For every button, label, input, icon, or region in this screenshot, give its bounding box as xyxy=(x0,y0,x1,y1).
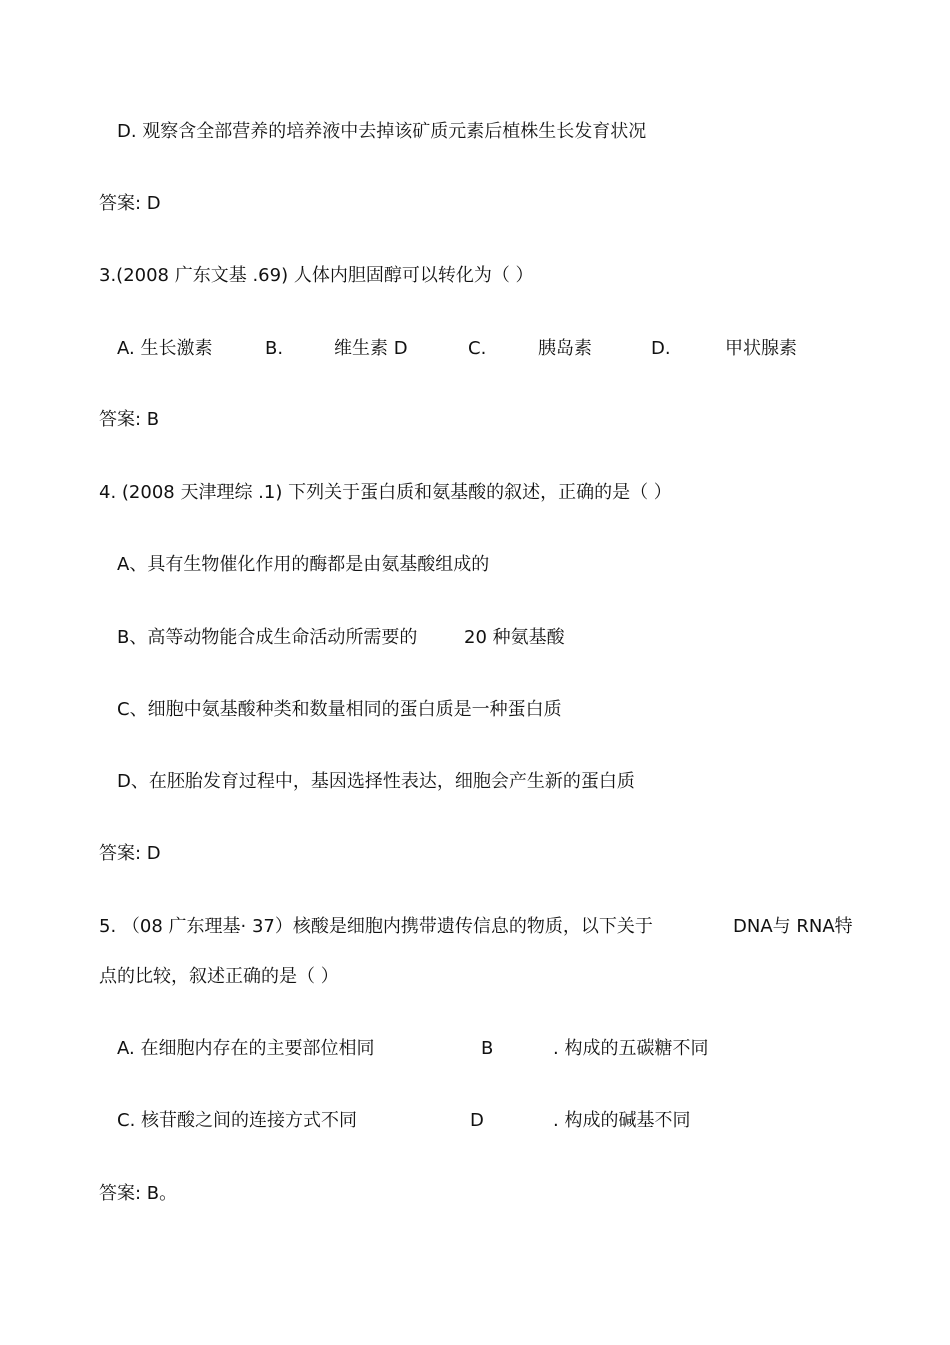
q2-answer: 答案: D xyxy=(99,193,161,214)
q4-option-a: A、具有生物催化作用的酶都是由氨基酸组成的 xyxy=(117,554,490,575)
q4-answer: 答案: D xyxy=(99,843,161,864)
q3-option-a: A. 生长激素 xyxy=(117,338,213,359)
q5-option-b-letter: B xyxy=(481,1038,494,1059)
q3-stem: 3.(2008 广东文基 .69) 人体内胆固醇可以转化为（ ） xyxy=(99,265,534,286)
q4-option-d: D、在胚胎发育过程中，基因选择性表达，细胞会产生新的蛋白质 xyxy=(117,771,635,792)
q5-answer: 答案: B。 xyxy=(99,1183,178,1204)
q5-option-a: A. 在细胞内存在的主要部位相同 xyxy=(117,1038,375,1059)
q3-answer: 答案: B xyxy=(99,409,160,430)
q5-stem-line1: 5. （08 广东理基· 37）核酸是细胞内携带遗传信息的物质，以下关于 xyxy=(99,916,653,937)
q5-option-b-text: . 构成的五碳糖不同 xyxy=(553,1038,709,1059)
q2-option-d: D. 观察含全部营养的培养液中去掉该矿质元素后植株生长发育状况 xyxy=(117,121,647,142)
q5-stem-line2: 点的比较，叙述正确的是（ ） xyxy=(99,966,339,987)
q3-option-d-text: 甲状腺素 xyxy=(725,338,797,359)
q3-option-b-letter: B. xyxy=(265,338,284,359)
q4-option-c: C、细胞中氨基酸种类和数量相同的蛋白质是一种蛋白质 xyxy=(117,699,562,720)
q5-stem-line1-tail: DNA与 RNA特 xyxy=(733,916,853,937)
q3-option-c-letter: C. xyxy=(468,338,487,359)
q5-option-d-letter: D xyxy=(470,1110,484,1131)
q5-option-d-text: . 构成的碱基不同 xyxy=(553,1110,691,1131)
q4-stem: 4. (2008 天津理综 .1) 下列关于蛋白质和氨基酸的叙述，正确的是（ ） xyxy=(99,482,672,503)
q3-option-c-text: 胰岛素 xyxy=(538,338,592,359)
q4-option-b-tail: 20 种氨基酸 xyxy=(464,627,565,648)
q4-option-b: B、高等动物能合成生命活动所需要的 xyxy=(117,627,418,648)
q3-option-d-letter: D. xyxy=(651,338,671,359)
q5-option-c: C. 核苷酸之间的连接方式不同 xyxy=(117,1110,358,1131)
q3-option-b-text: 维生素 D xyxy=(334,338,408,359)
